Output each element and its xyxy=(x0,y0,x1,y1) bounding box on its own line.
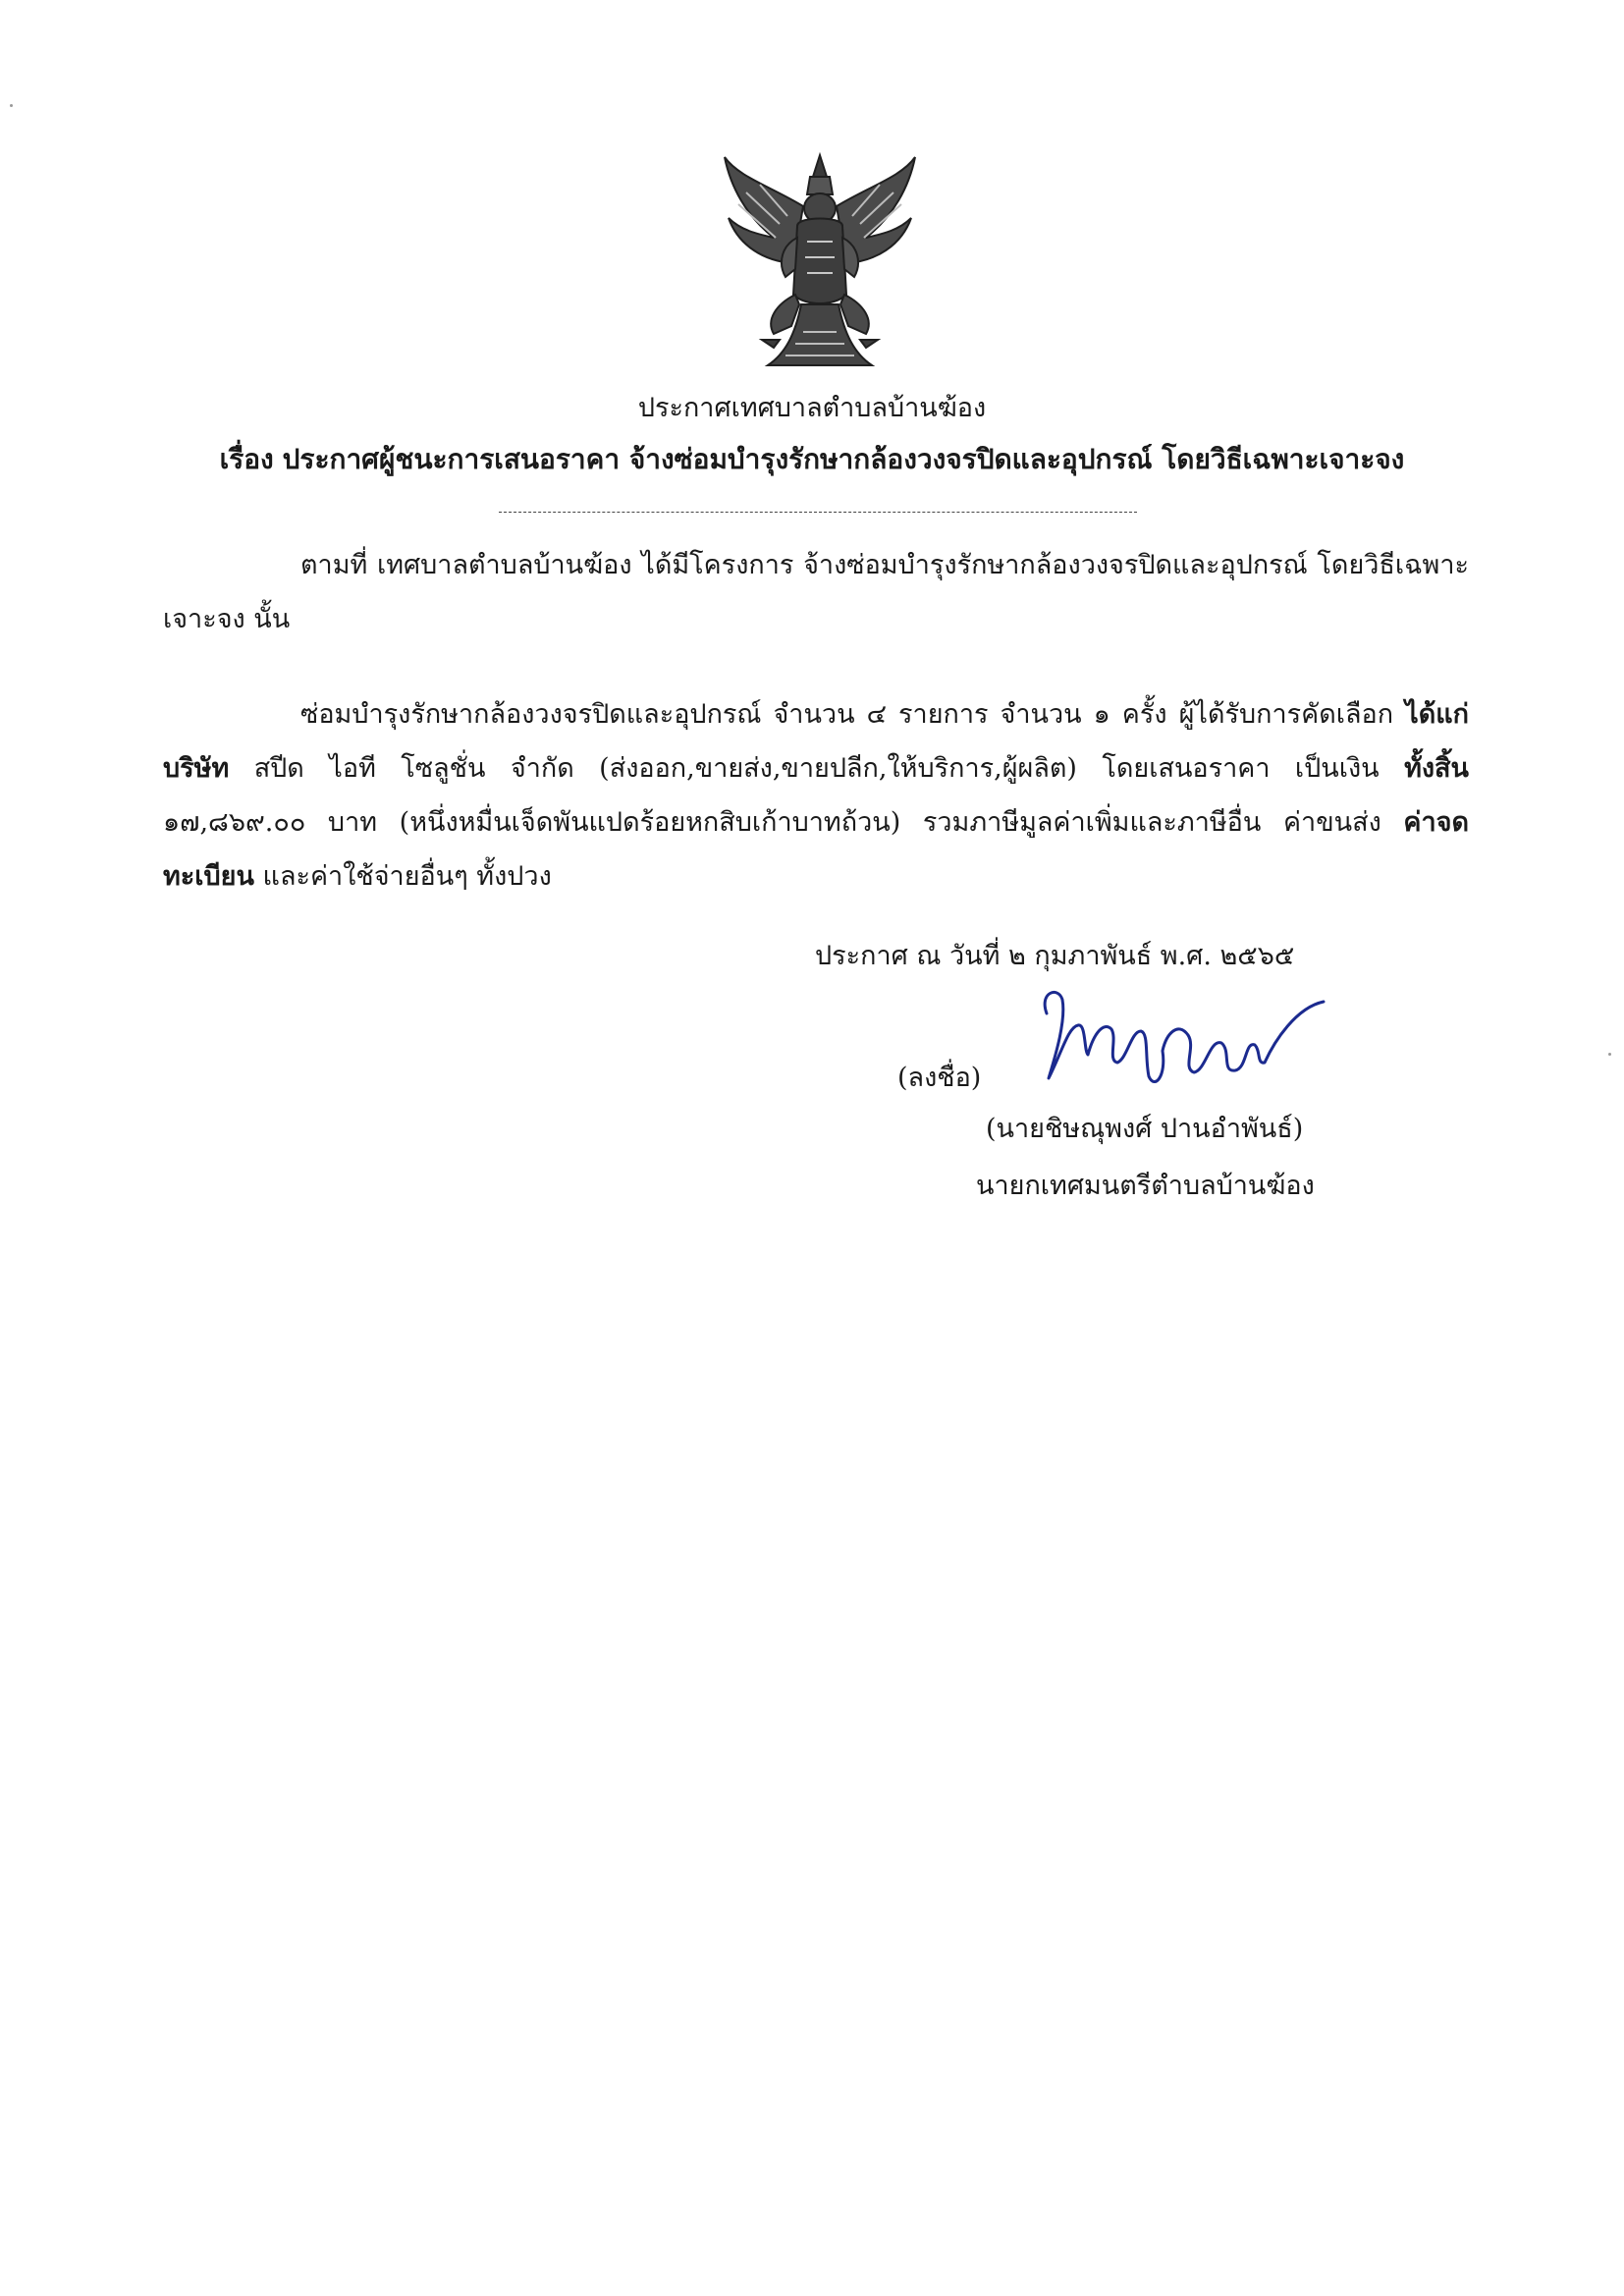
registration-label: ค่าจดทะเบียน xyxy=(163,807,1469,892)
total-label: ทั้งสิ้น xyxy=(1404,753,1469,784)
paragraph-winner xyxy=(163,687,1469,903)
document-issuer: ประกาศเทศบาลตำบลบ้านฆ้อง xyxy=(637,393,987,423)
header-divider xyxy=(499,512,1137,513)
total-amount: ๑๗,๘๖๙.๐๐ บาท (หนึ่งหมื่นเจ็ดพันแปดร้อยหกสิบเก้าบาทถ้วน) รวมภาษีมูลค่าเพิ่มและภาษีอื่น ค่าขนส่ง xyxy=(163,807,1381,838)
garuda-emblem-icon xyxy=(717,147,923,373)
signer-title: นายกเทศมนตรีตำบลบ้านฆ้อง xyxy=(976,1171,1315,1201)
scan-speck xyxy=(1608,1053,1611,1056)
document-subject xyxy=(0,442,1624,477)
subject-text: ประกาศผู้ชนะการเสนอราคา จ้างซ่อมบำรุงรักษากล้องวงจรปิดและอุปกรณ์ โดยวิธีเฉพาะเจาะจง xyxy=(282,443,1405,475)
paragraph-2-intro: ซ่อมบำรุงรักษากล้องวงจรปิดและอุปกรณ์ จำนวน ๔ รายการ จำนวน ๑ ครั้ง ผู้ได้รับการคัดเลือก xyxy=(300,699,1394,730)
paragraph-project xyxy=(163,538,1469,646)
announcement-date: ประกาศ ณ วันที่ ๒ กุมภาพันธ์ พ.ศ. ๒๕๖๕ xyxy=(815,941,1295,971)
sign-label: (ลงชื่อ) xyxy=(897,1063,982,1093)
closing-text: และค่าใช้จ่ายอื่นๆ ทั้งปวง xyxy=(262,861,552,892)
signer-name: (นายชิษณุพงศ์ ปานอำพันธ์) xyxy=(986,1114,1304,1144)
subject-label: เรื่อง xyxy=(219,443,274,475)
handwritten-signature-icon xyxy=(1029,982,1333,1100)
scan-speck xyxy=(10,104,13,107)
paragraph-1-text: ตามที่ เทศบาลตำบลบ้านฆ้อง ได้มีโครงการ จ้างซ่อมบำรุงรักษากล้องวงจรปิดและอุปกรณ์ โดยวิธีเฉพาะเจาะจง นั้น xyxy=(163,550,1469,634)
winner-label: ได้แก่ บริษัท xyxy=(163,699,1469,784)
winner-name: สปีด ไอที โซลูชั่น จำกัด (ส่งออก,ขายส่ง,ขายปลีก,ให้บริการ,ผู้ผลิต) โดยเสนอราคา เป็นเงิน xyxy=(253,753,1380,784)
